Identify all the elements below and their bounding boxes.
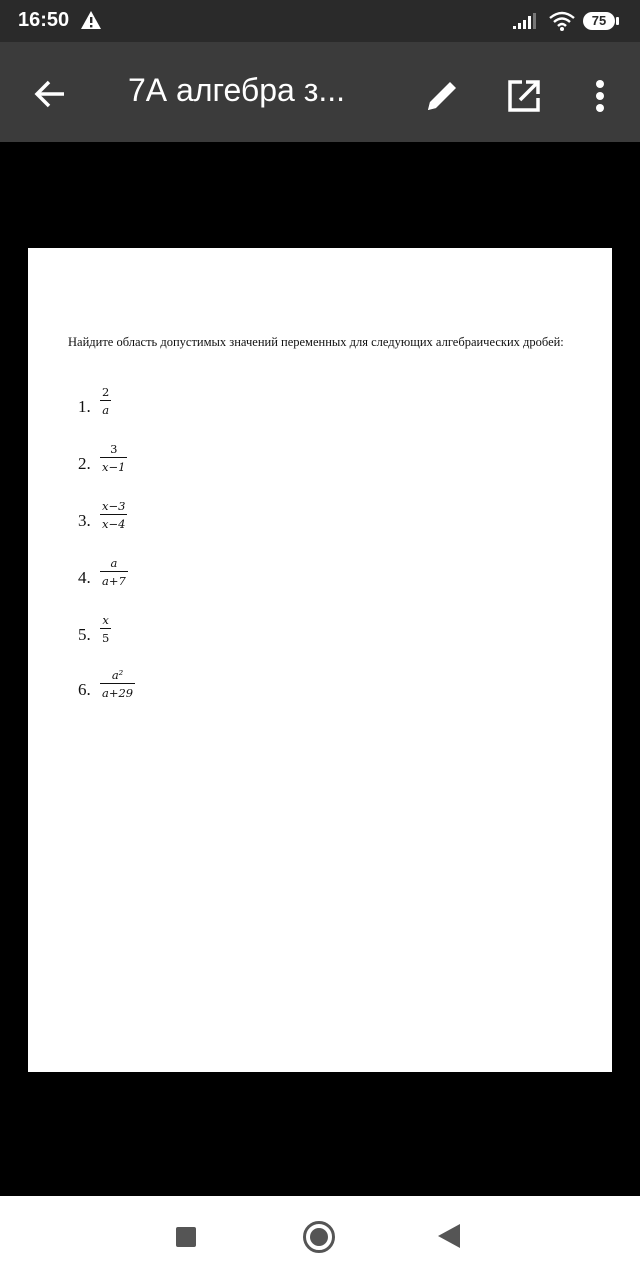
list-item [78, 668, 278, 716]
battery-level: 75 [591, 13, 607, 28]
signal-icon [512, 12, 538, 30]
fraction [100, 668, 135, 700]
document-viewer[interactable] [0, 142, 640, 1196]
more-vert-icon[interactable] [580, 74, 620, 118]
system-nav-bar [0, 1196, 640, 1280]
item-number: 3. [78, 511, 91, 530]
app-bar [0, 42, 640, 142]
task-intro: Найдите область допустимых значений переменных для следующих алгебраических дробей: [68, 335, 564, 349]
home-icon[interactable] [303, 1221, 335, 1253]
battery-icon [582, 11, 620, 31]
fraction [100, 556, 128, 588]
item-number: 1. [78, 397, 91, 416]
list-item [78, 613, 278, 661]
open-external-icon[interactable] [502, 74, 546, 118]
fraction [100, 442, 127, 474]
document-page [28, 248, 612, 1072]
item-number: 5. [78, 625, 91, 644]
item-number: 4. [78, 568, 91, 587]
numerator: a² [111, 668, 124, 682]
numerator: 3 [110, 442, 118, 456]
item-number: 6. [78, 680, 91, 699]
fraction [100, 385, 111, 417]
fraction [100, 499, 127, 531]
back-triangle-icon[interactable] [438, 1224, 460, 1248]
denominator: x−1 [102, 460, 126, 474]
numerator: 2 [102, 385, 110, 399]
list-item [78, 499, 278, 547]
denominator: a+7 [102, 574, 126, 588]
pencil-icon[interactable] [420, 74, 464, 118]
numerator: a [110, 556, 118, 570]
denominator: a+29 [102, 686, 134, 700]
warning-icon [80, 10, 102, 30]
denominator: a [102, 403, 110, 417]
status-time: 16:50 [18, 9, 70, 31]
recents-icon[interactable] [176, 1227, 196, 1247]
list-item [78, 556, 278, 604]
denominator: 5 [102, 631, 110, 645]
wifi-icon [548, 10, 576, 32]
list-item [78, 442, 278, 490]
document-title: 7А алгебра з... [128, 72, 346, 108]
list-item [78, 385, 278, 433]
numerator: x−3 [102, 499, 126, 513]
fraction [100, 613, 111, 645]
item-number: 2. [78, 454, 91, 473]
denominator: x−4 [102, 517, 126, 531]
status-bar [0, 0, 640, 42]
numerator: x [102, 613, 109, 627]
back-arrow-icon[interactable] [28, 72, 72, 116]
